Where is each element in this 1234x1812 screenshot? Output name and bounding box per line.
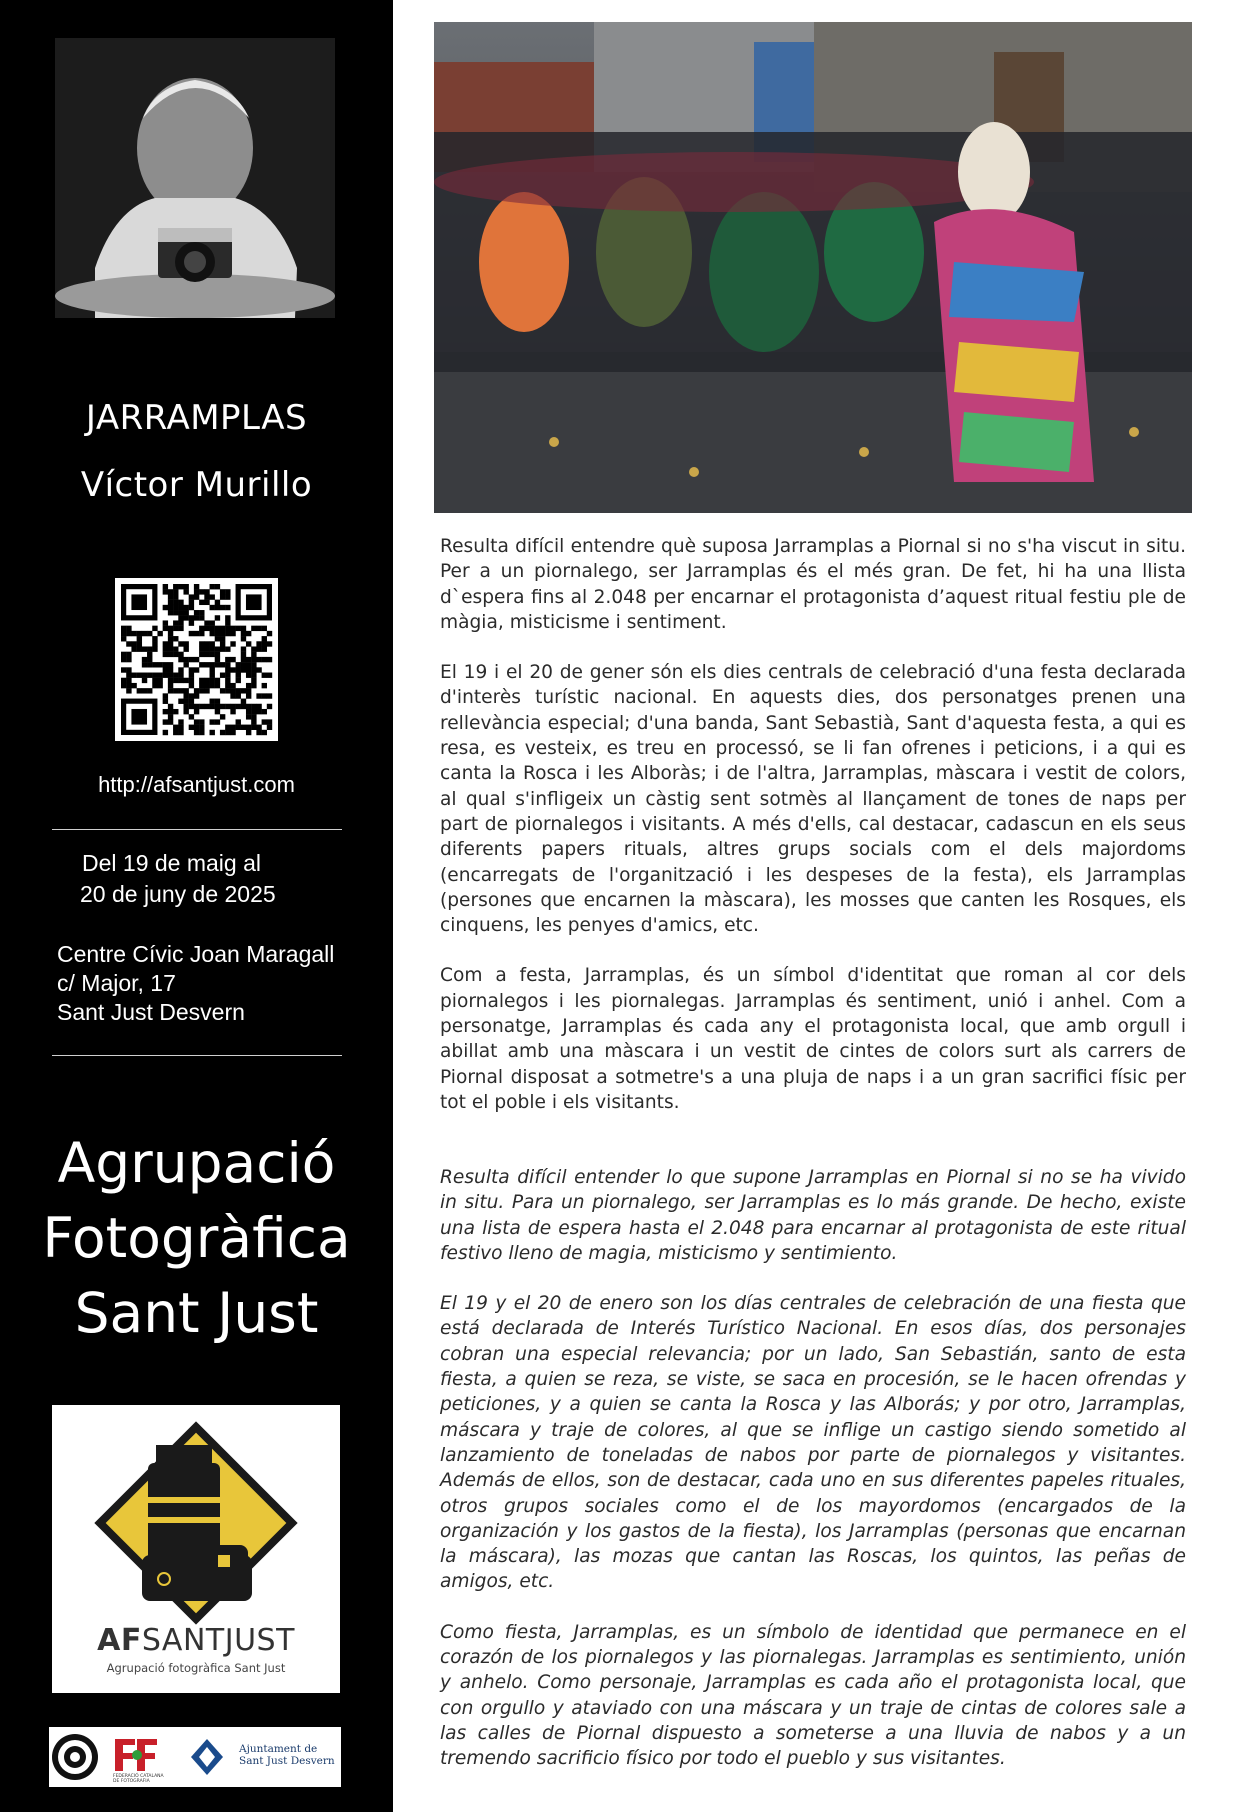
dates-line-2: 20 de juny de 2025 [80,881,276,907]
ajuntament-name [239,1743,335,1767]
sidebar [0,0,393,1812]
spanish-paragraph-3: Como fiesta, Jarramplas, es un símbolo de identidad que permanece en el corazón de los piornalegos y las piornalegas. Jarramplas es sentimiento, unión y anhelo. Como personaje, Jarramplas es cada año el protagonista local, que con orgullo y ataviado con una máscara y un traje de cintas de colores sale a las calles de Piornal dispuesto a someterse a una lluvia de nabos y a un tremendo sacrificio físico por todo el pueblo y sus visitantes. [440,1621,1186,1770]
portrait-illustration [55,38,335,318]
author-name: Víctor Murillo [80,465,313,505]
photo-club-emblem-icon [52,1734,98,1780]
organization-line-1: Agrupació [57,1131,336,1195]
dates-line-1: Del 19 de maig al [82,850,261,876]
catalan-paragraph-3: Com a festa, Jarramplas, és un símbol d'identitat que roman al cor dels piornalegos i les piornalegas. Jarramplas és sentiment, unió i anhel. Com a personatge, Jarramplas és cada any el protagonista local, que amb orgull i abillat amb una màscara i un vestit de cintes de colors surt als carrers de Piornal disposat a sotmetre's a una pluja de naps i a un gran sacrifici físic per tot el poble i els visitants. [440,965,1186,1113]
exhibition-title: JARRAMPLAS [85,398,308,438]
afsantjust-logo [52,1405,340,1693]
divider [52,829,342,830]
exhibition-dates [82,848,382,910]
fcf-caption-line-1: FEDERACIÓ CATALANA [113,1774,164,1779]
ajuntament-line-1: Ajuntament de [239,1743,318,1755]
venue-address [57,940,387,1027]
catalan-paragraph-2: El 19 i el 20 de gener són els dies centrals de celebració d'una festa declarada d'interès turístic nacional. En aquests dies, dos personatges prenen una rellevància especial; d'una banda, Sant Sebastià, Sant d'aquesta festa, a qui es resa, es vesteix, es treu en processó, se li fan ofrenes i peticions, i a qui es canta la Rosca i les Alboràs; i de l'altra, Jarramplas, màscara i vestit de colors, al qual s'infligeix un càstig sent sotmès al llançament de tones de naps per part de piornalegos i visitants. A més d'ells, cal destacar, cadascun en els seus diferents papers rituals, altres grups socials com el dels majordoms (encarregats de l'organització i les despeses de la festa), els Jarramplas (persones que encarnen la màscara), les mosses que canten les Rosques, els cinquens, les penyes d'amics, etc. [440,662,1186,937]
spanish-paragraph-1: Resulta difícil entender lo que supone Jarramplas en Piornal si no se ha vivido in situ. Para un piornalego, ser Jarramplas es lo más grande. De hecho, existe una lista de espera hasta el 2.048 para encarnar al protagonista de este ritual festivo lleno de magia, misticismo y sentimiento. [440,1167,1186,1264]
logo-wordmark-rest: SANTJUST [141,1623,295,1658]
qr-code[interactable] [115,578,278,741]
divider [52,1055,342,1056]
logo-wordmark-bold: AF [97,1623,142,1658]
catalan-paragraph-1: Resulta difícil entendre què suposa Jarramplas a Piornal si no s'ha viscut in situ. Per a un piornalego, ser Jarramplas és el més gran. De fet, hi ha una llista d`espera fins al 2.048 per encarnar el protagonista d’aquest ritual festiu ple de màgia, misticisme i sentiment. [440,536,1186,633]
logo-subtitle: Agrupació fotogràfica Sant Just [106,1661,286,1675]
ajuntament-line-2: Sant Just Desvern [239,1755,335,1767]
logo-wordmark [52,1623,340,1658]
website-link[interactable]: http://afsantjust.com [98,772,295,797]
spanish-text [440,1165,1186,1797]
author-portrait-photo [55,38,335,318]
ajuntament-shield-icon [191,1739,223,1775]
organization-line-3: Sant Just [74,1281,319,1345]
catalan-text [440,534,1186,1140]
venue-line-2: c/ Major, 17 [57,970,176,996]
festival-scene-illustration [434,22,1192,513]
fcf-logo-icon [115,1739,157,1771]
venue-line-3: Sant Just Desvern [57,999,245,1025]
spanish-paragraph-2: El 19 y el 20 de enero son los días centrales de celebración de una fiesta que está declarada de Interés Turístico Nacional. En esos días, dos personajes cobran una especial relevancia; por un lado, San Sebastián, santo de esta fiesta, a quien se reza, se viste, se saca en procesión, se le hacen ofrendas y peticiones, y a quien se canta la Rosca y las Alborás; y por otro, Jarramplas, máscara y traje de colores, al que se inflige un castigo siendo sometido al lanzamiento de toneladas de nabos por parte de piornalegos y visitantes. Además de ellos, son de destacar, cada uno en sus diferentes papeles rituales, otros grupos sociales como el de los mayordomos (encargados de la organización y los gastos de la fiesta), los Jarramplas (personas que encarnan la máscara), las mozas que cantan las Roscas, los quintos, las peñas de amigos, etc. [440,1293,1186,1593]
fcf-caption [113,1774,164,1784]
fcf-caption-line-2: DE FOTOGRAFIA [113,1779,150,1784]
organization-name [0,1126,393,1351]
qr-code-image [115,578,278,741]
organization-line-2: Fotogràfica [42,1206,351,1270]
jarramplas-festival-photo [434,22,1192,513]
sponsor-logos [49,1727,341,1787]
venue-line-1: Centre Cívic Joan Maragall [57,941,335,967]
